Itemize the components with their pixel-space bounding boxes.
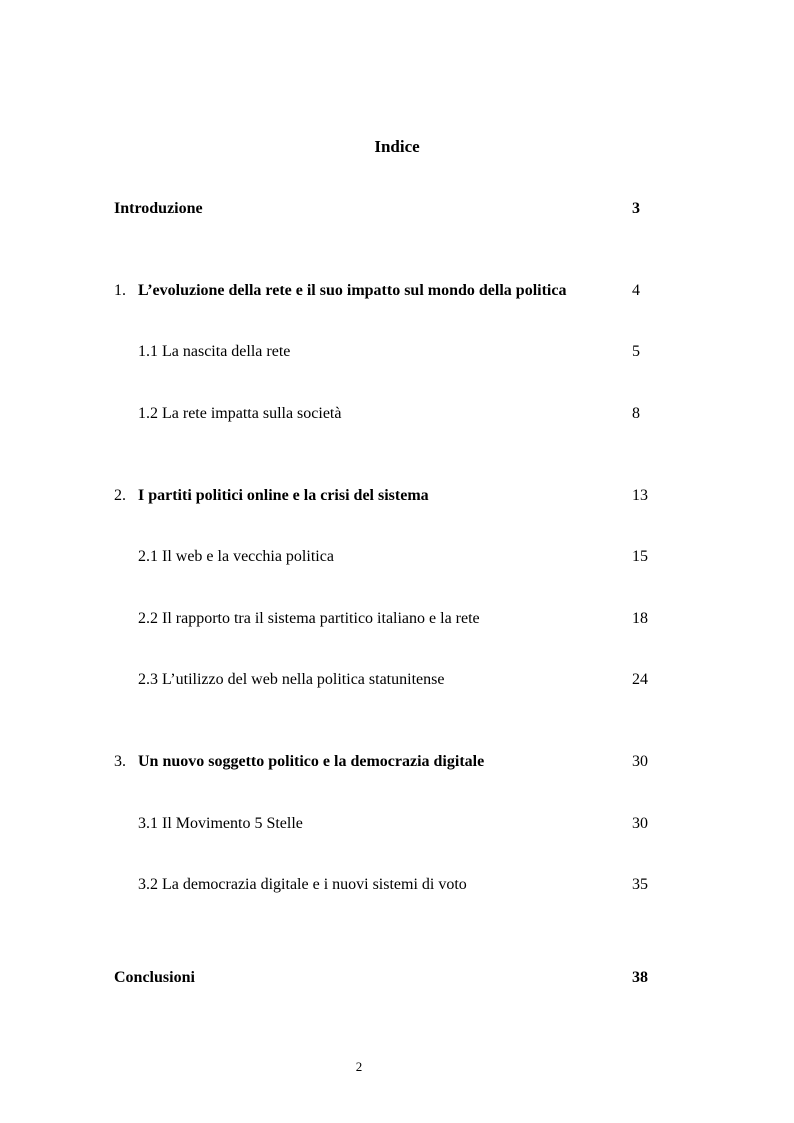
- toc-entry-section-2-3: [0, 669, 794, 691]
- page-title: Indice: [374, 137, 420, 156]
- toc-entry-label: 3.1 Il Movimento 5 Stelle: [138, 815, 303, 832]
- toc-entry-page: 8: [632, 405, 640, 422]
- toc-entry-chapter-3: [0, 751, 794, 773]
- toc-chapter-number: 2.: [114, 487, 126, 504]
- toc-entry-label: 2.3 L’utilizzo del web nella politica statunitense: [138, 671, 445, 688]
- toc-entry-page: 35: [632, 876, 648, 893]
- toc-entry-chapter-1: [0, 280, 794, 302]
- toc-entry-page: 30: [632, 753, 648, 770]
- toc-entry-label: Un nuovo soggetto politico e la democrazia digitale: [138, 753, 485, 770]
- toc-entry-label: L’evoluzione della rete e il suo impatto sul mondo della politica: [138, 282, 567, 299]
- toc-entry-page: 38: [632, 969, 648, 986]
- toc-entry-section-3-2: [0, 874, 794, 896]
- toc-entry-label: 1.1 La nascita della rete: [138, 343, 291, 360]
- toc-entry-page: 5: [632, 343, 640, 360]
- toc-entry-section-2-1: [0, 546, 794, 568]
- toc-entry-page: 15: [632, 548, 648, 565]
- page-number: 2: [355, 1059, 363, 1074]
- toc-entry-chapter-2: [0, 485, 794, 507]
- toc-entry-label: I partiti politici online e la crisi del sistema: [138, 487, 429, 504]
- toc-entry-section-1-1: [0, 341, 794, 363]
- toc-entry-page: 18: [632, 610, 648, 627]
- toc-entry-label: Conclusioni: [114, 969, 195, 986]
- toc-entry-page: 24: [632, 671, 648, 688]
- toc-entry-label: 2.1 Il web e la vecchia politica: [138, 548, 334, 565]
- toc-entry-page: 30: [632, 815, 648, 832]
- toc-entry-label: 1.2 La rete impatta sulla società: [138, 405, 342, 422]
- toc-entry-label: 2.2 Il rapporto tra il sistema partitico italiano e la rete: [138, 610, 480, 627]
- toc-entry-label: 3.2 La democrazia digitale e i nuovi sistemi di voto: [138, 876, 467, 893]
- toc-entry-introduction: [0, 198, 794, 220]
- toc-entry-section-1-2: [0, 403, 794, 425]
- toc-entry-conclusions: [0, 967, 794, 989]
- toc-entry-label: Introduzione: [114, 200, 203, 217]
- toc-entry-page: 13: [632, 487, 648, 504]
- toc-entry-page: 4: [632, 282, 640, 299]
- toc-entry-section-2-2: [0, 608, 794, 630]
- toc-chapter-number: 3.: [114, 753, 126, 770]
- toc-chapter-number: 1.: [114, 282, 126, 299]
- toc-entry-page: 3: [632, 200, 640, 217]
- toc-entry-section-3-1: [0, 813, 794, 835]
